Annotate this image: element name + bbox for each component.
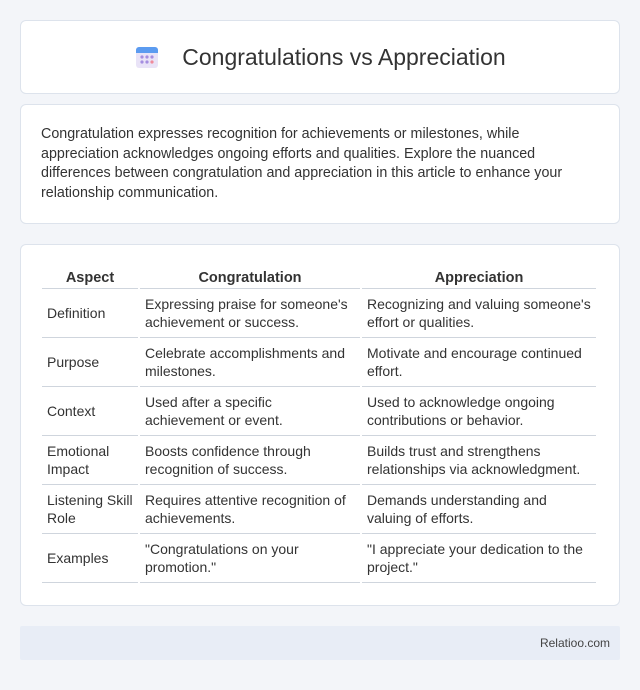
aspect-cell: Emotional Impact bbox=[42, 436, 138, 485]
aspect-cell: Purpose bbox=[42, 338, 138, 387]
table-row bbox=[42, 436, 596, 485]
congratulation-cell: Requires attentive recognition of achievements. bbox=[140, 485, 360, 534]
footer bbox=[20, 626, 620, 660]
congratulation-cell: Boosts confidence through recognition of success. bbox=[140, 436, 360, 485]
table-row bbox=[42, 485, 596, 534]
table-header-row bbox=[42, 265, 596, 289]
intro-text: Congratulation expresses recognition for achievements or milestones, while appreciation acknowledges ongoing efforts and qualities. Explore the nuanced differences between congratulation and appreciation in this article to enhance your relationship communication. bbox=[41, 126, 563, 201]
congratulation-cell: "Congratulations on your promotion." bbox=[140, 534, 360, 583]
comparison-table bbox=[40, 265, 598, 583]
appreciation-cell: Builds trust and strengthens relationships via acknowledgment. bbox=[362, 436, 596, 485]
congratulation-cell: Expressing praise for someone's achievement or success. bbox=[140, 289, 360, 338]
table-row bbox=[42, 338, 596, 387]
aspect-cell: Definition bbox=[42, 289, 138, 338]
header-aspect: Aspect bbox=[42, 265, 138, 289]
congratulation-cell: Used after a specific achievement or event. bbox=[140, 387, 360, 436]
table-row bbox=[42, 387, 596, 436]
table-row bbox=[42, 289, 596, 338]
title-card bbox=[20, 20, 620, 94]
intro-card bbox=[20, 104, 620, 224]
aspect-cell: Listening Skill Role bbox=[42, 485, 138, 534]
calendar-icon bbox=[134, 44, 160, 70]
comparison-card bbox=[20, 244, 620, 606]
appreciation-cell: Used to acknowledge ongoing contributions or behavior. bbox=[362, 387, 596, 436]
footer-brand: Relatioo.com bbox=[539, 636, 610, 650]
congratulation-cell: Celebrate accomplishments and milestones. bbox=[140, 338, 360, 387]
aspect-cell: Context bbox=[42, 387, 138, 436]
table-row bbox=[42, 534, 596, 583]
appreciation-cell: "I appreciate your dedication to the project." bbox=[362, 534, 596, 583]
appreciation-cell: Demands understanding and valuing of efforts. bbox=[362, 485, 596, 534]
header-appreciation: Appreciation bbox=[362, 265, 596, 289]
header-congratulation: Congratulation bbox=[140, 265, 360, 289]
appreciation-cell: Recognizing and valuing someone's effort or qualities. bbox=[362, 289, 596, 338]
aspect-cell: Examples bbox=[42, 534, 138, 583]
appreciation-cell: Motivate and encourage continued effort. bbox=[362, 338, 596, 387]
page-title: Congratulations vs Appreciation bbox=[182, 43, 506, 70]
